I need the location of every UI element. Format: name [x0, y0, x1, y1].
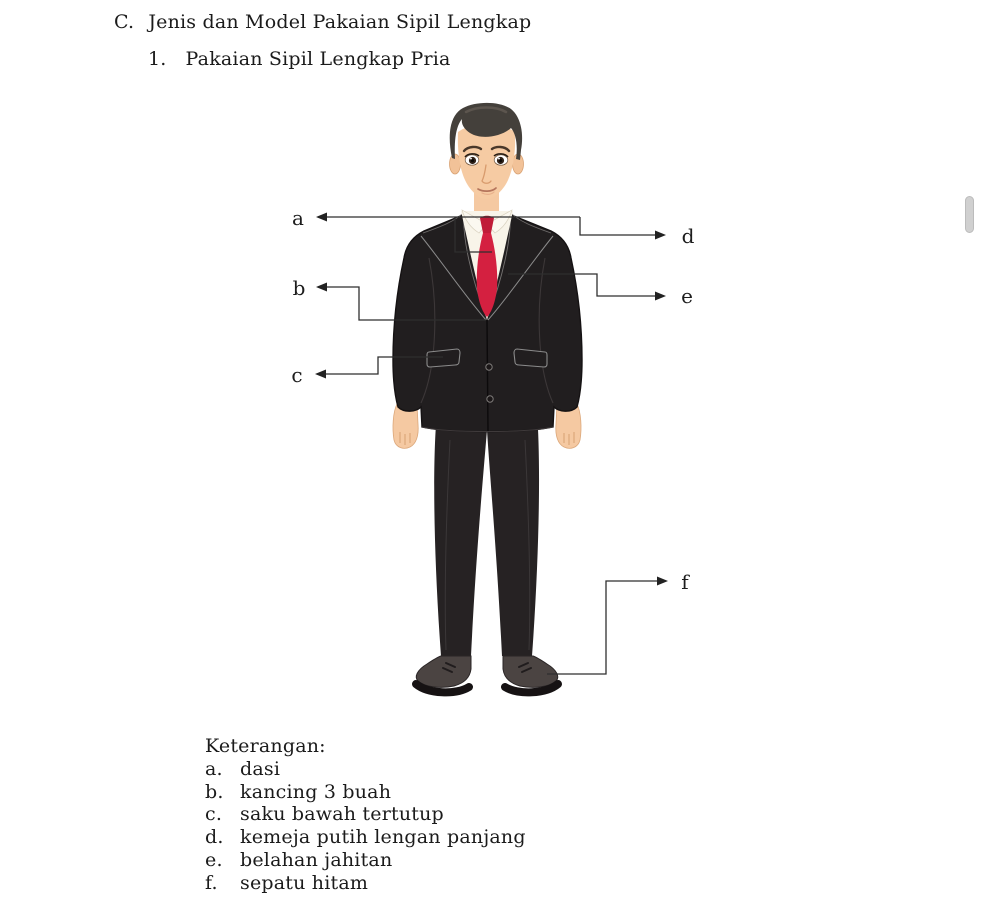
legend-item-text: kancing 3 buah [240, 780, 392, 803]
legend-item-d [205, 826, 526, 849]
callout-label-b: b [292, 276, 306, 300]
legend-item-text: kemeja putih lengan panjang [240, 826, 526, 849]
left-ear [450, 154, 461, 174]
legend-item-text: saku bawah tertutup [240, 803, 444, 826]
left-shoe [416, 656, 471, 692]
head [450, 103, 524, 218]
legend-item-letter: b. [205, 780, 224, 803]
legend-item-letter: f. [205, 871, 218, 894]
callout-line-d [580, 217, 662, 235]
legend [205, 735, 526, 895]
button-1 [486, 364, 492, 370]
callout-label-e: e [681, 284, 693, 308]
subsection-title: Pakaian Sipil Lengkap Pria [185, 48, 451, 70]
arrowhead-c [315, 370, 326, 379]
section-label: C. [114, 11, 135, 33]
scrollbar-thumb[interactable] [965, 196, 974, 233]
subsection-number: 1. [148, 48, 167, 70]
arrowhead-f [657, 577, 668, 586]
legend-item-e [205, 849, 526, 872]
legend-item-letter: d. [205, 826, 224, 849]
callout-label-c: c [291, 363, 303, 387]
legend-item-letter: e. [205, 848, 223, 871]
legend-item-text: sepatu hitam [240, 871, 369, 894]
legend-item-a [205, 758, 526, 781]
arrowhead-d [655, 231, 666, 240]
button-2 [487, 396, 493, 402]
pants [434, 412, 539, 656]
callout-line-f [547, 581, 664, 674]
right-pocket-flap [514, 349, 547, 367]
legend-item-text: belahan jahitan [240, 848, 393, 871]
legend-item-c [205, 803, 526, 826]
legend-item-letter: c. [205, 803, 223, 826]
legend-item-f [205, 872, 526, 895]
callout-label-f: f [681, 570, 689, 594]
left-pocket-flap [427, 349, 460, 367]
section-title: Jenis dan Model Pakaian Sipil Lengkap [148, 11, 532, 33]
arrowhead-e [655, 292, 666, 301]
legend-item-letter: a. [205, 757, 223, 780]
man-illustration [393, 103, 582, 692]
arrowhead-a [316, 213, 327, 222]
callout-label-a: a [292, 206, 304, 230]
legend-item-b [205, 781, 526, 804]
arrowhead-b [316, 283, 327, 292]
legend-title: Keterangan: [205, 735, 326, 757]
callout-label-d: d [681, 224, 695, 248]
legend-item-text: dasi [240, 757, 281, 780]
